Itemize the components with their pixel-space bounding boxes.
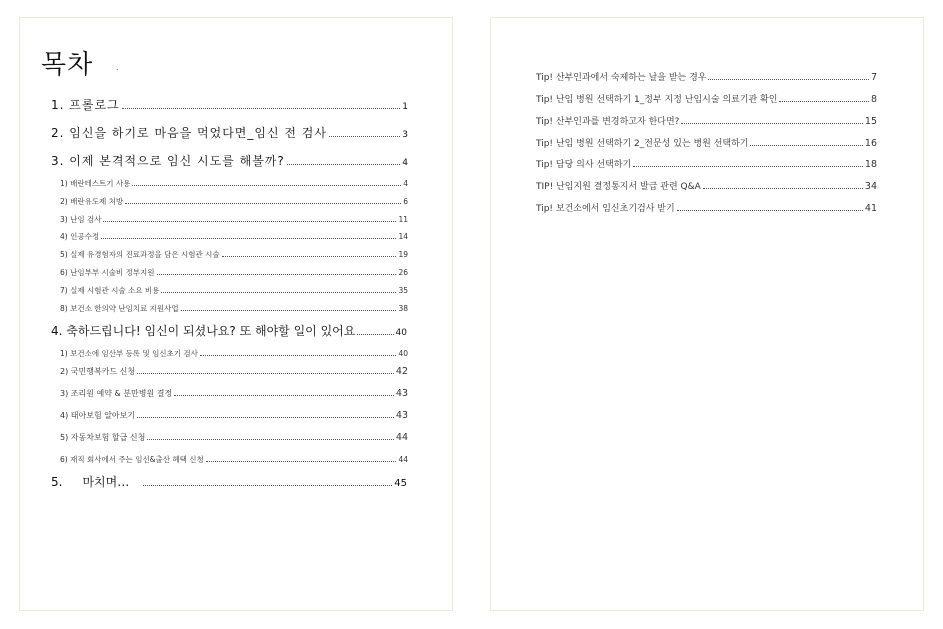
toc-subentry[interactable] [60, 196, 408, 207]
toc-page-right [490, 17, 924, 611]
leader-dots [125, 198, 401, 204]
toc-entry[interactable] [51, 322, 407, 339]
toc-subentry[interactable] [60, 285, 408, 296]
tip-entry[interactable] [536, 179, 877, 192]
leader-dots [206, 456, 397, 462]
leader-dots [161, 287, 396, 293]
tip-entry-label: Tip! 난임 병원 선택하기 2_전문성 있는 병원 선택하기 [536, 139, 749, 149]
toc-entry-label: 8) 보건소 한의약 난임치료 지원사업 [60, 304, 179, 313]
toc-subentry[interactable] [60, 231, 408, 242]
toc-subentry[interactable] [60, 267, 408, 278]
toc-entry-label: 4) 태아보험 알아보기 [60, 411, 136, 420]
toc-entry-page: 45 [394, 478, 407, 489]
toc-page-left [19, 17, 453, 611]
leader-dots [750, 139, 862, 146]
tip-entry-page: 15 [864, 116, 877, 127]
toc-entry-page: 44 [398, 455, 408, 464]
tip-entry-page: 16 [864, 138, 877, 149]
tip-entry-label: Tip! 산부인과에서 숙제하는 날을 받는 경우 [536, 73, 707, 83]
title-mark: . [116, 63, 119, 72]
tip-entry-label: Tip! 산부인과를 변경하고자 한다면? [536, 117, 680, 127]
toc-entry-label: 5) 자동차보험 할급 신청 [60, 433, 146, 442]
toc-subentry[interactable] [60, 214, 408, 225]
leader-dots [103, 216, 396, 222]
toc-subentry[interactable] [60, 366, 408, 377]
toc-entry-page: 3 [402, 130, 409, 140]
toc-entry-label: 3) 조리원 예약 & 분만병원 결정 [60, 389, 173, 398]
tip-entry-page: 34 [864, 181, 877, 192]
tip-entry[interactable] [536, 92, 877, 105]
toc-entry-number: 5. [51, 475, 63, 489]
toc-entry-label: 1) 배란테스트기 사용 [60, 179, 131, 188]
toc-subentry[interactable] [60, 249, 408, 260]
toc-entry-page: 11 [398, 215, 408, 224]
toc-entry-label: 6) 재직 회사에서 주는 임신&출산 혜택 신청 [60, 455, 204, 464]
toc-entry-page: 26 [398, 268, 408, 277]
toc-entry[interactable] [51, 473, 407, 490]
tip-entry-label: TIP! 난임지원 결정통지서 발급 관련 Q&A [536, 182, 701, 192]
leader-dots [147, 433, 394, 440]
tip-entry-label: Tip! 담당 의사 선택하기 [536, 160, 632, 170]
toc-entry-label: 7) 실제 시험관 시술 소요 비용 [60, 286, 160, 295]
toc-entry-page: 40 [398, 349, 408, 358]
toc-entry-label: 1. 프롤로그 [51, 98, 120, 112]
toc-entry-label: 2) 배란유도제 처방 [60, 197, 124, 206]
toc-entry-page: 42 [395, 366, 408, 377]
toc-subentry[interactable] [60, 454, 408, 465]
toc-entry-label: 2) 국민행복카드 신청 [60, 367, 136, 376]
tip-entry-label: Tip! 보건소에서 임신초기검사 받기 [536, 204, 675, 214]
leader-dots [633, 160, 863, 167]
tip-entry-label: Tip! 난임 병원 선택하기 1_정부 지정 난임시술 의료기관 확인 [536, 95, 778, 105]
toc-entry-page: 4 [403, 179, 408, 188]
leader-dots [122, 100, 401, 109]
toc-entry-page: 1 [402, 102, 409, 112]
tip-entry[interactable] [536, 136, 877, 149]
toc-entry-label: 3) 난임 검사 [60, 215, 102, 224]
leader-dots [703, 182, 863, 189]
toc-entry-page: 14 [398, 232, 408, 241]
leader-dots [357, 326, 393, 335]
toc-entry[interactable] [51, 96, 409, 113]
leader-dots [287, 156, 400, 165]
toc-subentry[interactable] [60, 432, 408, 443]
tip-entry[interactable] [536, 70, 877, 83]
toc-entry-label: 4) 인공수정 [60, 232, 100, 241]
toc-entry-page: 44 [395, 432, 408, 443]
toc-subentry[interactable] [60, 410, 408, 421]
toc-entry-page: 6 [403, 197, 408, 206]
toc-entry-page: 40 [395, 328, 407, 338]
toc-entry-page: 38 [398, 304, 408, 313]
leader-dots [181, 305, 397, 311]
toc-entry-page: 35 [398, 286, 408, 295]
tip-entry[interactable] [536, 157, 877, 170]
toc-entry-label: 3. 이제 본격적으로 임신 시도를 해볼까? [51, 154, 285, 168]
tip-entry-page: 18 [864, 159, 877, 170]
leader-dots [157, 269, 397, 275]
toc-subentry[interactable] [60, 178, 408, 189]
page-title: 목차 [41, 50, 94, 80]
toc-entry-label: 1) 보건소에 임산부 등록 및 임신초기 검사 [60, 349, 198, 358]
toc-entry-page: 19 [398, 250, 408, 259]
toc-subentry[interactable] [60, 388, 408, 399]
leader-dots [329, 128, 400, 137]
toc-entry-label: 2. 임신을 하기로 마음을 먹었다면_임신 전 검사 [51, 126, 327, 140]
toc-entry-label-group [51, 473, 129, 490]
toc-subentry[interactable] [60, 348, 408, 359]
leader-dots [174, 389, 394, 396]
toc-subentry[interactable] [60, 303, 408, 314]
leader-dots [708, 73, 869, 80]
leader-dots [101, 233, 396, 239]
leader-dots [143, 477, 392, 486]
toc-entry-label: 5) 실제 유경험자의 진료과정을 담은 시험관 시술 [60, 250, 220, 259]
tip-entry[interactable] [536, 201, 877, 214]
leader-dots [779, 95, 869, 102]
leader-dots [132, 180, 401, 186]
leader-dots [200, 350, 397, 356]
leader-dots [137, 411, 394, 418]
leader-dots [137, 367, 394, 374]
toc-entry[interactable] [51, 124, 409, 141]
toc-entry-page: 43 [395, 410, 408, 421]
tip-entry-page: 8 [870, 94, 877, 105]
toc-entry-page: 4 [402, 158, 409, 168]
leader-dots [677, 204, 863, 211]
tip-entry[interactable] [536, 114, 877, 127]
leader-dots [681, 117, 862, 124]
leader-dots [222, 251, 397, 257]
toc-entry-label: 4. 축하드립니다! 임신이 되셨나요? 또 해야할 일이 있어요 [51, 324, 356, 338]
toc-entry-label: 6) 난임부부 시술비 정부지원 [60, 268, 155, 277]
toc-entry-page: 43 [395, 388, 408, 399]
tip-entry-page: 7 [870, 72, 877, 83]
toc-entry[interactable] [51, 152, 409, 169]
tip-entry-page: 41 [864, 203, 877, 214]
toc-entry-label: 마치며… [82, 475, 130, 489]
